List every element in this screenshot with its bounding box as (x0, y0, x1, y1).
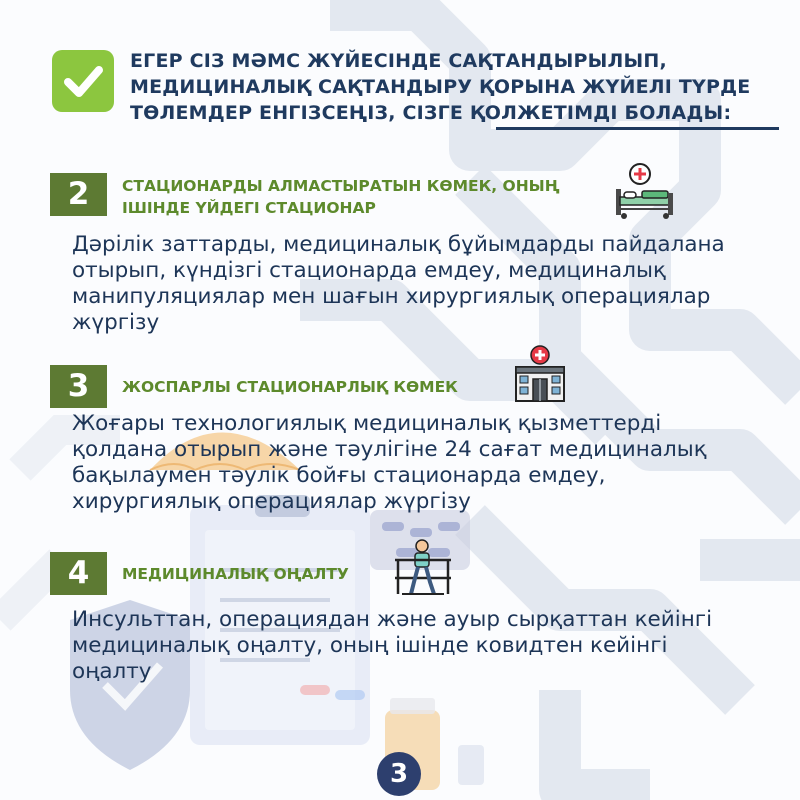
description-line: қолдана отырып және тәулігіне 24 сағат медициналық (72, 437, 707, 462)
section-title-line: ЖОСПАРЛЫ СТАЦИОНАРЛЫҚ КӨМЕК (122, 378, 458, 396)
description-line: манипуляциялар мен шағын хирургиялық операциялар (72, 284, 711, 309)
page-number-badge: 3 (377, 752, 421, 796)
title-line: МЕДИЦИНАЛЫҚ САҚТАНДЫРУ ҚОРЫНА ЖҮЙЕЛІ ТҮРДЕ (130, 76, 751, 98)
section-title (122, 563, 402, 585)
description-line: жүргізу (72, 310, 160, 335)
section-description (72, 411, 772, 515)
section-description (72, 607, 772, 685)
section-title-line: ІШІНДЕ ҮЙДЕГІ СТАЦИОНАР (122, 199, 376, 217)
title-line: ТӨЛЕМДЕР ЕНГІЗСЕҢІЗ, СІЗГЕ ҚОЛЖЕТІМДІ БОЛАДЫ: (130, 102, 732, 124)
hospital-bed-icon (612, 163, 676, 221)
description-line: Дәрілік заттарды, медициналық бұйымдарды пайдалана (72, 232, 725, 257)
title-underline (496, 127, 779, 130)
section-title (122, 175, 622, 219)
checkmark-icon (52, 50, 114, 112)
section-number-badge: 2 (50, 173, 107, 216)
title-line: ЕГЕР СІЗ МӘМС ЖҮЙЕСІНДЕ САҚТАНДЫРЫЛЫП, (130, 50, 667, 72)
hospital-building-icon (510, 345, 570, 403)
description-line: отырып, күндізгі стационарда емдеу, медициналық (72, 258, 666, 283)
section-number-badge: 3 (50, 365, 107, 408)
description-line: хирургиялық операциялар жүргізу (72, 489, 471, 514)
section-title-line: СТАЦИОНАРДЫ АЛМАСТЫРАТЫН КӨМЕК, ОНЫҢ (122, 177, 560, 195)
rehabilitation-icon (392, 538, 454, 596)
section-title-line: МЕДИЦИНАЛЫҚ ОҢАЛТУ (122, 565, 349, 583)
description-line: Инсульттан, операциядан және ауыр сырқаттан кейінгі (72, 607, 713, 632)
section-title (122, 376, 522, 398)
description-line: бақылаумен тәулік бойғы стационарда емдеу, (72, 463, 606, 488)
description-line: Жоғары технологиялық медициналық қызметтерді (72, 411, 662, 436)
section-description (72, 232, 772, 336)
description-line: оңалту (72, 659, 152, 684)
section-number-badge: 4 (50, 552, 107, 595)
description-line: медициналық оңалту, оның ішінде ковидтен кейінгі (72, 633, 668, 658)
page-title (130, 48, 780, 126)
